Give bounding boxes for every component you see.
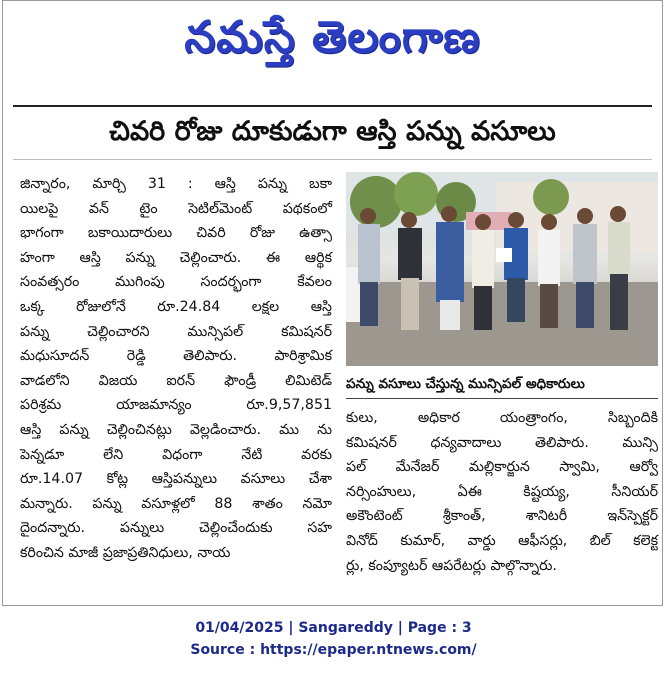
article-column-left bbox=[20, 172, 332, 566]
article-line: హంగా ఆస్తి పన్ను చెల్లించారు. ఈ ఆర్థిక bbox=[20, 249, 332, 266]
masthead-title: నమస్తే తెలంగాణ bbox=[184, 12, 481, 63]
article-line: ఒక్క రోజులోనే రూ.24.84 లక్షల ఆస్తి bbox=[20, 298, 332, 315]
article-photo bbox=[346, 172, 658, 366]
article-line: నర్సింహులు, ఏఈ కిష్టయ్య, సీనియర్ bbox=[346, 483, 658, 500]
article-line: కులు, అధికార యంత్రాంగం, సిబ్బందికి bbox=[346, 410, 658, 426]
article-line: మధుసూదన్ రెడ్డి తెలిపారు. పారిశ్రామిక bbox=[20, 348, 332, 365]
article-line: పల్ మేనేజర్ మల్లికార్జున స్వామి, ఆర్వో bbox=[346, 459, 658, 476]
article-line: అకౌంటెంట్ శ్రీకాంత్, శానిటరీ ఇన్‌స్పెక్టర్ bbox=[346, 508, 658, 525]
article-line: పెన్నడూ లేని విధంగా నేటి వరకు bbox=[20, 446, 332, 463]
article-line: ర్లు, కంప్యూటర్ ఆపరేటర్లు పాల్గొన్నారు. bbox=[346, 557, 557, 574]
photo-caption: పన్ను వసూలు చేస్తున్న మున్సిపల్ అధికారులు bbox=[346, 370, 658, 399]
article-line: జిన్నారం, మార్చి 31 : ఆస్తి పన్ను బకా bbox=[20, 176, 332, 192]
article-line: దైందన్నారు. పన్నులు చెల్లించేందుకు సహ bbox=[20, 520, 332, 537]
article-column-right bbox=[346, 406, 658, 578]
footer-source-link[interactable]: Source : https://epaper.ntnews.com/ bbox=[190, 642, 477, 658]
article-line: ఆస్తి పన్ను చెల్లించినట్లు వెల్లడించారు. ము ను bbox=[20, 421, 332, 438]
article-line: కమిషనర్ ధన్యవాదాలు తెలిపారు. మున్సి bbox=[346, 434, 658, 451]
article-line: వాడలోని విజయ ఐరన్ ఫౌండ్రీ లిమిటెడ్ bbox=[20, 372, 332, 389]
article-headline: చివరి రోజు దూకుడుగా ఆస్తి పన్ను వసూలు bbox=[109, 116, 556, 147]
officials-group-photo bbox=[346, 172, 658, 366]
article-line: కరించిన మాజీ ప్రజాప్రతినిధులు, నాయ bbox=[20, 544, 231, 561]
article-line: మన్నారు. పన్ను వసూళ్లలో 88 శాతం నమో bbox=[20, 495, 332, 512]
headline-band bbox=[13, 105, 652, 160]
footer-date-edition: 01/04/2025 | Sangareddy | Page : 3 bbox=[195, 620, 472, 636]
article-line: పరిశ్రమ యాజమాన్యం రూ.9,57,851 bbox=[20, 397, 332, 414]
article-line: రూ.14.07 కోట్ల ఆస్తిపన్నులు వసూలు చేశా bbox=[20, 471, 332, 488]
article-line: సంవత్సరం ముగింపు సందర్భంగా కేవలం bbox=[20, 274, 332, 291]
source-footer bbox=[0, 617, 667, 661]
article-line: యిలపై వన్ టైం సెటిల్‌మెంట్ పథకంలో bbox=[20, 200, 332, 217]
article-line: వినోద్ కుమార్, వార్డు ఆఫీసర్లు, బిల్ కలెక్ట bbox=[346, 532, 658, 549]
article-line: భాగంగా బకాయిదారులు చివరి రోజు ఉత్సా bbox=[20, 225, 332, 242]
article-line: పన్ను చెల్లించారని మున్సిపల్ కమిషనర్ bbox=[20, 323, 332, 340]
